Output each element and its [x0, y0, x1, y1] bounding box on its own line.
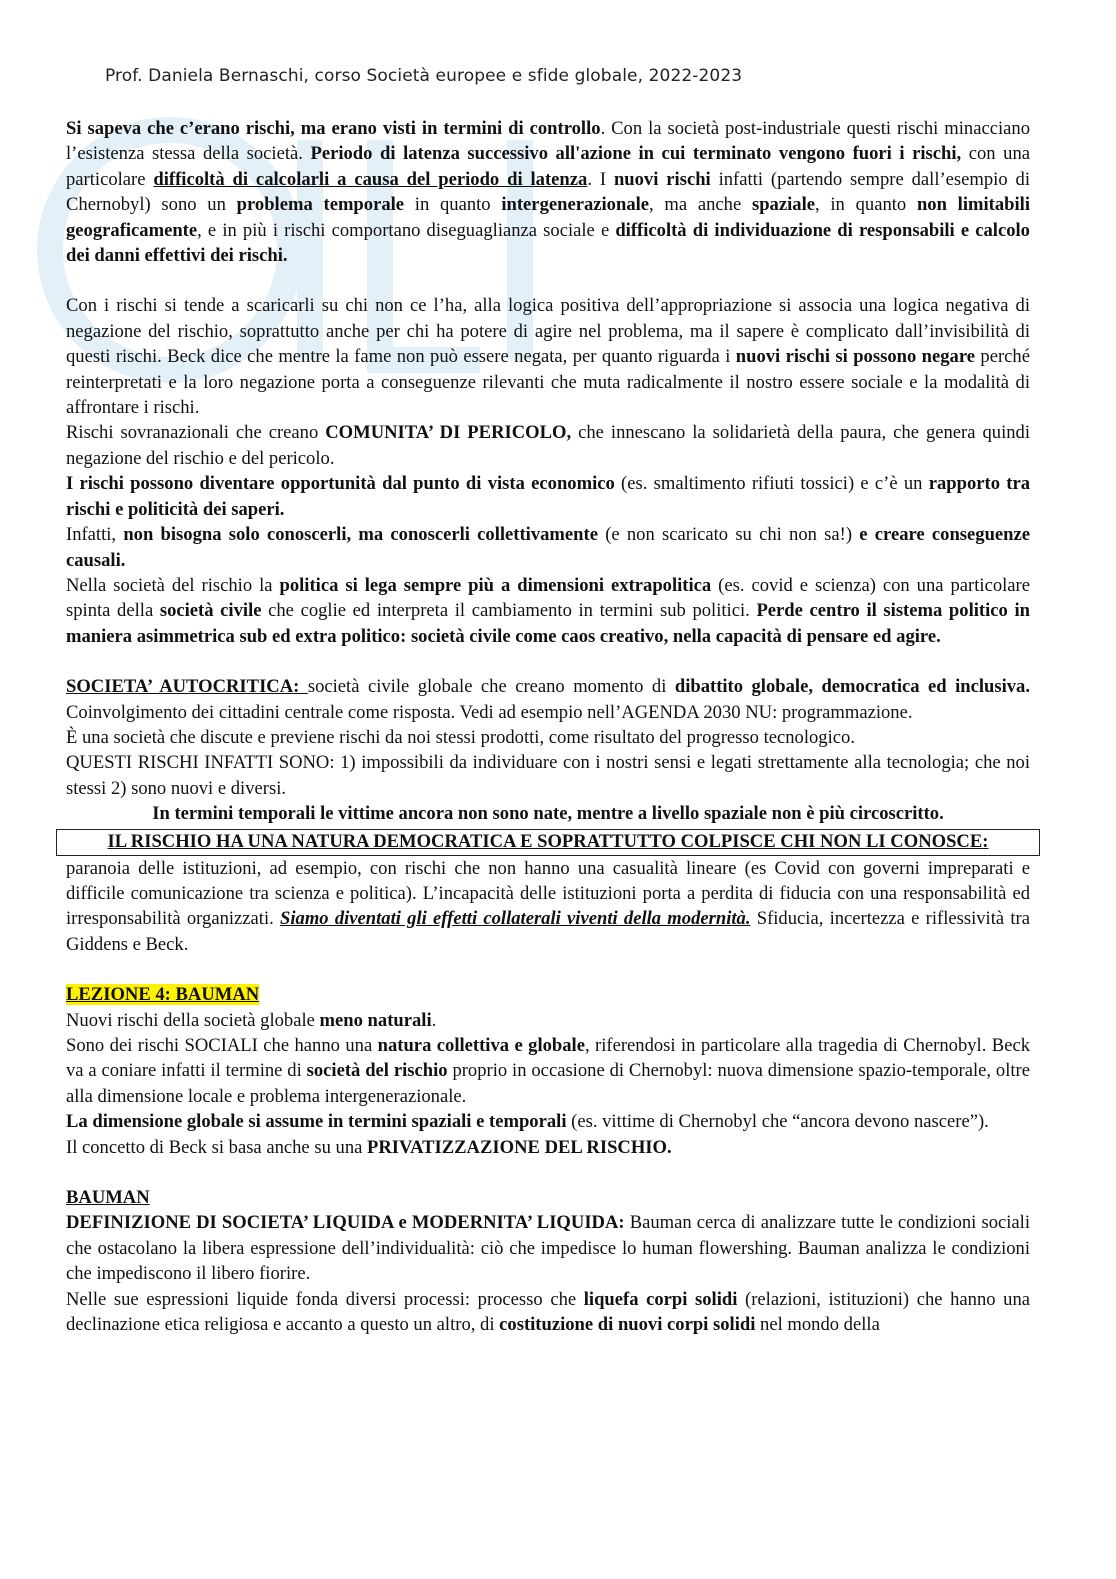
paragraph: [66, 1135, 1030, 1160]
text-run: nuovi rischi si possono negare: [735, 346, 976, 368]
paragraph: [66, 420, 1030, 471]
paragraph-spacer: [66, 649, 1030, 674]
boxed-statement: [56, 829, 1040, 856]
text-run: PRIVATIZZAZIONE DEL RISCHIO.: [367, 1136, 672, 1158]
text-run: rapporto tra rischi e politicità dei saperi.: [66, 473, 1030, 520]
paragraph: [66, 116, 1030, 268]
paragraph: [66, 293, 1030, 420]
paragraph-spacer: [66, 1160, 1030, 1185]
paragraph: [66, 1033, 1030, 1109]
text-run: Siamo diventati gli effetti collaterali viventi della modernità.: [280, 908, 751, 930]
text-run: (es. smaltimento rifiuti tossici) e c’è un: [614, 473, 929, 495]
text-run: Si sapeva che c’erano rischi, ma erano visti in termini di controllo: [66, 118, 601, 139]
text-run: che innescano la solidarietà della paura, che genera quindi negazione del rischio e del pericolo.: [66, 422, 1030, 469]
text-run: , ma anche: [649, 194, 752, 216]
page-header: Prof. Daniela Bernaschi, corso Società europee e sfide globale, 2022-2023: [105, 66, 743, 86]
text-run: che coglie ed interpreta il cambiamento in termini sub politici.: [261, 600, 757, 622]
text-run: .: [431, 1009, 437, 1031]
text-run: , riferendosi in particolare alla tragedia di Chernobyl. Beck va a coniare infatti il termine di: [66, 1035, 1030, 1082]
text-run: , e in più i rischi comportano diseguaglianza sociale e: [197, 219, 616, 241]
paragraph: [66, 573, 1030, 649]
text-run: Sono dei rischi SOCIALI che hanno una: [66, 1035, 378, 1056]
text-run: politica si lega sempre più a dimensioni extrapolitica: [279, 574, 712, 596]
text-run: società del rischio: [306, 1060, 448, 1082]
text-run: DEFINIZIONE DI SOCIETA’ LIQUIDA e MODERNITA’ LIQUIDA:: [66, 1212, 625, 1234]
text-run: dibattito globale, democratica ed inclusiva.: [674, 676, 1030, 698]
paragraph: [66, 1287, 1030, 1338]
paragraph: [66, 856, 1030, 958]
paragraph: [66, 750, 1030, 801]
paragraph: [66, 522, 1030, 573]
paragraph: [66, 1109, 1030, 1134]
paragraph-spacer: [66, 957, 1030, 982]
text-run: , in quanto: [815, 194, 917, 216]
text-run: perché reinterpretati e la loro negazione porta a conseguenze rilevanti che muta radicalmente il nostro essere sociale e la modalità di affrontare i rischi.: [66, 346, 1030, 419]
text-run: Bauman cerca di analizzare tutte le condizioni sociali che ostacolano la libera espressione dell’individualità: ciò che impedisce lo human flowershing. Bauman analizza le condizioni che impediscono il libero fiorire.: [66, 1212, 1030, 1285]
text-run: non limitabili geograficamente: [66, 194, 1030, 241]
document-body: [66, 116, 1030, 1337]
text-run: Coinvolgimento dei cittadini centrale come risposta. Vedi ad esempio nell’AGENDA 2030 NU: programmazione.: [66, 701, 913, 723]
text-run: non bisogna solo conoscerli, ma conoscerli collettivamente: [123, 524, 598, 546]
text-run: Nella società del rischio la: [66, 574, 280, 596]
text-run: (e non scaricato su chi non sa!): [597, 524, 860, 546]
text-run: Nuovi rischi della società globale: [66, 1009, 320, 1031]
text-run: con una particolare: [66, 143, 1030, 190]
text-run: natura collettiva e globale: [377, 1035, 585, 1056]
text-run: (es. covid e scienza) con una particolare spinta della: [66, 574, 1030, 622]
text-run: nuovi rischi: [613, 168, 711, 190]
text-run: spaziale: [751, 194, 815, 216]
paragraph: [66, 1210, 1030, 1286]
paragraph-spacer: [66, 268, 1030, 293]
text-run: proprio in occasione di Chernobyl: nuova dimensione spazio-temporale, oltre alla dimensione locale e problema intergenerazionale.: [66, 1060, 1030, 1107]
text-run: BAUMAN: [66, 1187, 150, 1209]
paragraph: [66, 674, 1030, 725]
section-heading: LEZIONE 4: BAUMAN: [66, 984, 260, 1006]
text-run: società civile: [159, 600, 262, 622]
text-run: COMUNITA’ DI PERICOLO,: [325, 422, 572, 444]
text-run: difficoltà di individuazione di responsabili e calcolo dei danni effettivi dei rischi.: [66, 219, 1030, 267]
text-run: e creare conseguenze causali.: [66, 524, 1031, 571]
text-run: intergenerazionale: [501, 194, 650, 216]
text-run: infatti (partendo sempre dall’esempio di Chernobyl) sono un: [66, 168, 1030, 216]
text-run: QUESTI RISCHI INFATTI SONO: 1) impossibili da individuare con i nostri sensi e legati strettamente alla tecnologia; che noi stessi 2) sono nuovi e diversi.: [66, 752, 1030, 799]
text-run: In termini temporali le vittime ancora non sono nate, mentre a livello spaziale non è più circoscritto.: [152, 803, 944, 825]
text-run: (es. vittime di Chernobyl che “ancora devono nascere”).: [566, 1111, 989, 1133]
text-run: paranoia delle istituzioni, ad esempio, con rischi che non hanno una casualità lineare (es Covid con governi impreparati e difficile comunicazione tra scienza e politica). L’incapacità delle istituzioni porta a perdita di fiducia con una responsabilità ed irresponsabilità organizzati.: [66, 857, 1030, 930]
text-run: meno naturali: [319, 1009, 432, 1031]
text-run: È una società che discute e previene rischi da noi stessi prodotti, come risultato del progresso tecnologico.: [66, 726, 855, 748]
text-run: Periodo di latenza successivo all'azione in cui terminato vengono fuori i rischi,: [310, 143, 962, 165]
text-run: (relazioni, istituzioni) che hanno una declinazione etica religiosa e accanto a questo un altro, di: [66, 1288, 1031, 1336]
paragraph: [66, 725, 1030, 750]
paragraph: [66, 801, 1030, 826]
text-run: società civile globale che creano momento di: [307, 676, 675, 698]
paragraph: [66, 1185, 1030, 1210]
text-run: difficoltà di calcolarli a causa del periodo di latenza: [153, 168, 588, 190]
text-run: Infatti,: [66, 524, 124, 546]
text-run: Il concetto di Beck si basa anche su una: [66, 1136, 368, 1158]
text-run: SOCIETA’ AUTOCRITICA:: [66, 676, 308, 698]
text-run: costituzione di nuovi corpi solidi: [499, 1314, 756, 1336]
text-run: . I: [587, 168, 614, 190]
text-run: Rischi sovranazionali che creano: [66, 422, 326, 444]
text-run: IL RISCHIO HA UNA NATURA DEMOCRATICA E SOPRATTUTTO COLPISCE CHI NON LI CONOSCE:: [107, 830, 989, 852]
text-run: liquefa corpi solidi: [583, 1288, 738, 1310]
text-run: La dimensione globale si assume in termini spaziali e temporali: [66, 1111, 567, 1133]
paragraph: [66, 982, 1030, 1007]
text-run: Nelle sue espressioni liquide fonda diversi processi: processo che: [66, 1288, 584, 1310]
text-run: Perde centro il sistema politico in maniera asimmetrica sub ed extra politico: società civile come caos creativo, nella capacità di pensare ed agire.: [66, 600, 1030, 647]
text-run: problema temporale: [236, 194, 405, 216]
text-run: Sfiducia, incertezza e riflessività tra Giddens e Beck.: [66, 908, 1030, 955]
paragraph: [66, 1008, 1030, 1033]
text-run: nel mondo della: [755, 1314, 880, 1336]
text-run: Con i rischi si tende a scaricarli su chi non ce l’ha, alla logica positiva dell’appropriazione si associa una logica negativa di negazione del rischio, soprattutto anche per chi ha potere di agire nel problema, ma il sapere è complicato dall’invisibilità di questi rischi. Beck dice che mentre la fame non può essere negata, per quanto riguarda i: [66, 295, 1030, 368]
text-run: . Con la società post-industriale questi rischi minacciano l’esistenza stessa della società.: [66, 118, 1030, 165]
text-run: I rischi possono diventare opportunità dal punto di vista economico: [66, 473, 615, 495]
paragraph: [66, 471, 1030, 522]
text-run: in quanto: [404, 194, 502, 216]
